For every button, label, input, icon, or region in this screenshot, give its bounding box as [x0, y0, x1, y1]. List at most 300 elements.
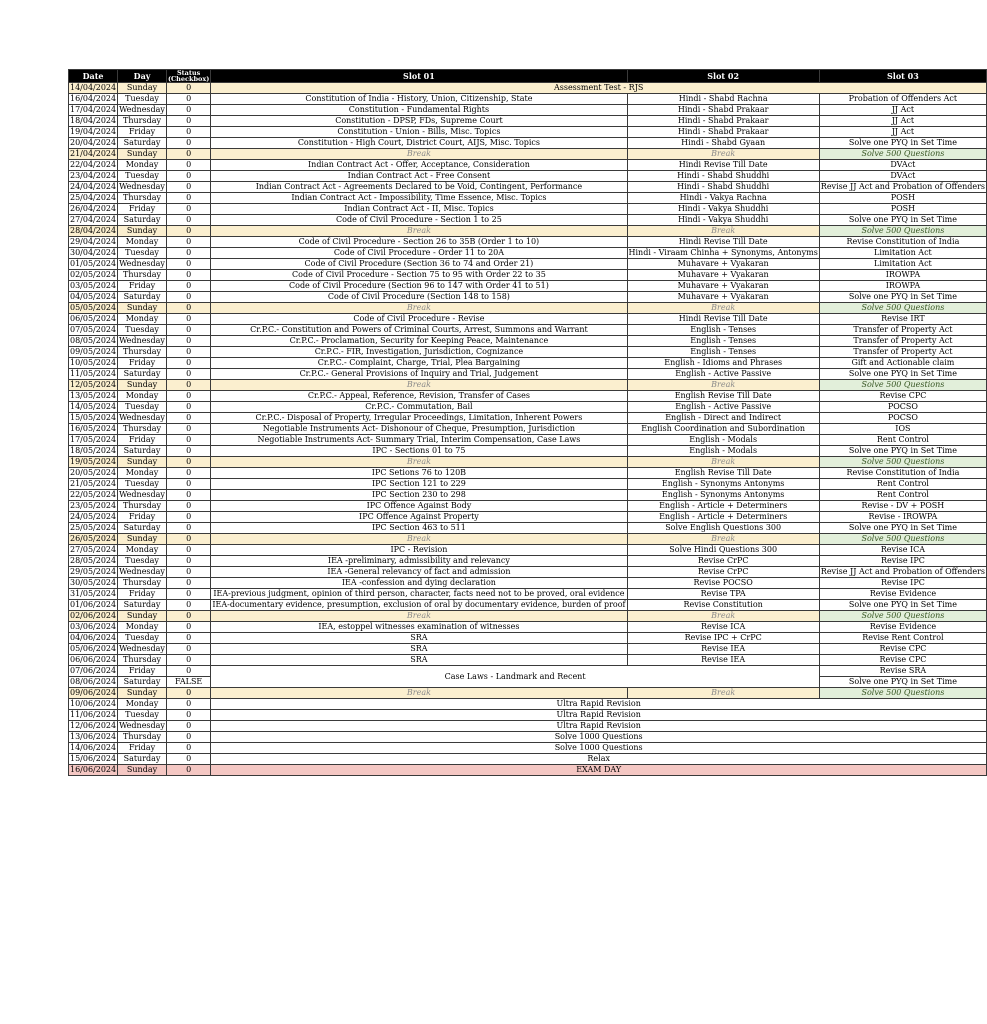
schedule-row	[69, 512, 987, 523]
slot-02-cell: Hindi - Viraam Chinha + Synonyms, Antonyms	[628, 248, 818, 257]
day-cell: Tuesday	[118, 633, 167, 644]
slot-03-cell: JJ Act	[819, 127, 986, 138]
date-cell: 16/04/2024	[70, 94, 117, 103]
slot-01-cell: Cr.P.C.- Proclamation, Security for Keeping Peace, Maintenance	[211, 336, 627, 347]
status-checkbox-cell[interactable]: 0	[166, 380, 210, 391]
day-cell: Monday	[118, 237, 167, 248]
date-cell: 08/06/2024	[70, 677, 117, 686]
status-checkbox-cell[interactable]: 0	[166, 710, 210, 721]
day-cell: Wednesday	[119, 336, 165, 345]
day-cell: Monday	[118, 545, 167, 556]
slot-03-cell: DVAct	[819, 171, 986, 182]
slot-01-cell: Code of Civil Procedure (Section 148 to 158)	[211, 292, 627, 303]
slot-01-cell: IPC Setions 76 to 120B	[211, 468, 627, 479]
status-checkbox-cell[interactable]: 0	[166, 545, 210, 556]
date-cell: 18/05/2024	[70, 446, 117, 455]
status-checkbox-cell[interactable]: 0	[166, 182, 210, 193]
status-checkbox-cell[interactable]: 0	[166, 259, 210, 270]
slot-01-cell: Code of Civil Procedure - Order 11 to 20A	[211, 248, 627, 259]
date-cell: 30/05/2024	[70, 578, 117, 587]
schedule-row	[69, 710, 987, 721]
schedule-row	[69, 336, 987, 347]
schedule-row	[69, 127, 987, 138]
slot-02-cell: Revise CrPC	[627, 567, 819, 578]
slot-02-cell: English - Synonyms Antonyms	[627, 490, 819, 501]
day-cell: Monday	[118, 468, 167, 479]
schedule-row	[69, 611, 987, 622]
schedule-row	[69, 116, 987, 127]
slot-01-cell: Code of Civil Procedure (Section 36 to 74 and Order 21)	[211, 259, 627, 270]
slot-02-cell: Hindi - Vakya Shuddhi	[627, 215, 819, 226]
slot-03-cell: Solve one PYQ in Set Time	[819, 523, 986, 534]
slot-01-cell: Negotiable Instruments Act- Summary Trial, Interim Compensation, Case Laws	[211, 435, 627, 446]
date-cell: 10/05/2024	[70, 358, 117, 367]
slot-01-cell: Negotiable Instruments Act- Dishonour of Cheque, Presumption, Jurisdiction	[211, 424, 627, 435]
schedule-row	[69, 600, 987, 611]
day-cell: Saturday	[118, 292, 167, 303]
slot-02-cell: Revise IPC + CrPC	[627, 633, 819, 644]
slot-03-cell: Solve 500 Questions	[819, 226, 986, 237]
date-cell: 11/05/2024	[70, 369, 117, 378]
date-cell: 22/04/2024	[70, 160, 117, 169]
slot-03-cell: Revise - DV + POSH	[819, 501, 986, 512]
slot-01-cell: IEA, estoppel witnesses examination of witnesses	[211, 622, 627, 633]
slot-03-cell: Revise CPC	[819, 391, 986, 402]
slot-02-cell: Revise ICA	[627, 622, 819, 633]
schedule-row	[69, 688, 987, 699]
slot-03-header: Slot 03	[819, 70, 986, 83]
status-checkbox-cell[interactable]: 0	[166, 457, 210, 468]
status-checkbox-cell[interactable]: 0	[166, 622, 210, 633]
status-checkbox-cell[interactable]: 0	[166, 699, 210, 710]
status-checkbox-cell[interactable]: 0	[166, 237, 210, 248]
status-checkbox-cell[interactable]: 0	[166, 347, 210, 358]
status-checkbox-cell[interactable]: 0	[166, 534, 210, 545]
slot-01-cell: Cr.P.C.- Commutation, Bail	[211, 402, 627, 413]
day-cell: Saturday	[118, 754, 167, 765]
slot-01-cell: Break	[211, 457, 627, 468]
slot-03-cell: POCSO	[819, 402, 986, 413]
slot-02-cell: Hindi - Shabd Shuddhi	[627, 182, 819, 193]
slot-03-cell: Revise SRA	[819, 666, 986, 677]
schedule-row	[69, 402, 987, 413]
status-checkbox-cell[interactable]: 0	[166, 325, 210, 336]
status-checkbox-cell[interactable]: 0	[166, 765, 210, 776]
slot-03-cell: Revise Constitution of India	[819, 237, 986, 248]
slot-02-cell: English Coordination and Subordination	[627, 424, 819, 435]
status-checkbox-cell[interactable]: 0	[166, 215, 210, 226]
date-cell: 28/05/2024	[70, 556, 117, 565]
date-cell: 07/05/2024	[70, 325, 117, 334]
day-cell: Saturday	[118, 677, 167, 688]
slot-01-cell: Cr.P.C.- FIR, Investigation, Jurisdiction, Cognizance	[211, 347, 627, 358]
date-cell: 01/06/2024	[70, 600, 117, 609]
slot-01-header: Slot 01	[211, 70, 627, 83]
schedule-row	[69, 545, 987, 556]
slot-02-cell: Muhavare + Vyakaran	[627, 281, 819, 292]
status-checkbox-cell[interactable]: 0	[166, 721, 210, 732]
day-cell: Tuesday	[118, 171, 167, 182]
status-checkbox-cell[interactable]: 0	[166, 413, 210, 424]
status-checkbox-cell[interactable]: 0	[166, 369, 210, 380]
slot-02-cell: English - Synonyms Antonyms	[627, 479, 819, 490]
date-cell: 14/06/2024	[70, 743, 117, 752]
slot-02-header: Slot 02	[627, 70, 819, 83]
slot-01-cell: Constitution - Union - Bills, Misc. Topics	[211, 127, 627, 138]
day-cell: Friday	[118, 127, 167, 138]
day-cell: Sunday	[118, 149, 167, 160]
status-checkbox-cell[interactable]: 0	[166, 512, 210, 523]
slot-03-cell: Solve one PYQ in Set Time	[819, 677, 986, 688]
schedule-row	[69, 666, 987, 677]
slot-02-cell: English - Modals	[627, 446, 819, 457]
day-cell: Tuesday	[118, 248, 167, 259]
date-cell: 09/06/2024	[70, 688, 117, 697]
slot-02-cell: Hindi - Shabd Prakaar	[627, 116, 819, 127]
slot-01-cell: Cr.P.C.- Constitution and Powers of Criminal Courts, Arrest, Summons and Warrant	[211, 325, 627, 336]
date-cell: 13/05/2024	[70, 391, 117, 400]
slot-01-cell: Break	[211, 688, 627, 699]
status-header: Status (Checkbox)	[167, 69, 210, 83]
slot-03-cell: Revise ICA	[819, 545, 986, 556]
status-checkbox-cell[interactable]: 0	[166, 160, 210, 171]
day-cell: Sunday	[118, 226, 167, 237]
slot-02-cell: Break	[627, 534, 819, 545]
date-cell: 03/05/2024	[70, 281, 117, 290]
status-checkbox-cell[interactable]: 0	[166, 303, 210, 314]
slot-03-cell: Solve one PYQ in Set Time	[819, 369, 986, 380]
slot-02-cell: Hindi - Shabd Prakaar	[627, 105, 819, 116]
date-cell: 18/04/2024	[70, 116, 117, 125]
slot-03-cell: Rent Control	[819, 490, 986, 501]
slot-01-cell: IPC Section 121 to 229	[211, 479, 627, 490]
slot-02-cell: Revise POCSO	[627, 578, 819, 589]
status-checkbox-cell[interactable]: 0	[166, 105, 210, 116]
schedule-row	[69, 479, 987, 490]
schedule-row	[69, 765, 987, 776]
slot-03-cell: POCSO	[819, 413, 986, 424]
slot-01-cell: Code of Civil Procedure - Revise	[211, 314, 627, 325]
day-cell: Wednesday	[119, 567, 165, 576]
date-cell: 12/05/2024	[70, 380, 117, 389]
schedule-row	[69, 204, 987, 215]
day-cell: Thursday	[118, 193, 167, 204]
day-cell: Friday	[118, 435, 167, 446]
status-checkbox-cell[interactable]: 0	[166, 149, 210, 160]
slot-03-cell: Revise Rent Control	[819, 633, 986, 644]
day-cell: Friday	[118, 743, 167, 754]
schedule-row	[69, 347, 987, 358]
status-checkbox-cell[interactable]: 0	[166, 501, 210, 512]
status-checkbox-cell[interactable]: 0	[166, 336, 210, 347]
status-checkbox-cell[interactable]: 0	[166, 644, 210, 655]
status-checkbox-cell[interactable]: 0	[166, 83, 210, 94]
slot-01-cell: Break	[211, 303, 627, 314]
day-cell: Thursday	[118, 270, 167, 281]
slot-02-cell: Revise Constitution	[627, 600, 819, 611]
status-checkbox-cell[interactable]: 0	[166, 94, 210, 105]
day-cell: Wednesday	[119, 644, 165, 653]
status-checkbox-cell[interactable]: 0	[166, 116, 210, 127]
date-cell: 26/04/2024	[70, 204, 117, 213]
slot-01-cell: Indian Contract Act - Offer, Acceptance, Consideration	[211, 160, 627, 171]
date-cell: 17/05/2024	[70, 435, 117, 444]
slot-03-cell: Revise Evidence	[819, 589, 986, 600]
date-cell: 10/06/2024	[70, 699, 117, 708]
date-cell: 01/05/2024	[70, 259, 117, 268]
status-checkbox-cell[interactable]: 0	[166, 578, 210, 589]
slot-01-cell: Code of Civil Procedure (Section 96 to 147 with Order 41 to 51)	[211, 281, 627, 292]
day-cell: Thursday	[118, 732, 167, 743]
slot-03-cell: Transfer of Property Act	[819, 336, 986, 347]
slot-03-cell: Solve one PYQ in Set Time	[819, 600, 986, 611]
date-cell: 11/06/2024	[70, 710, 117, 719]
status-checkbox-cell[interactable]: 0	[166, 248, 210, 259]
status-checkbox-cell[interactable]: 0	[166, 567, 210, 578]
date-cell: 27/04/2024	[70, 215, 117, 224]
status-checkbox-cell[interactable]: 0	[166, 171, 210, 182]
status-checkbox-cell[interactable]: 0	[166, 688, 210, 699]
date-cell: 23/05/2024	[70, 501, 117, 510]
status-checkbox-cell[interactable]: 0	[166, 600, 210, 611]
schedule-row	[69, 754, 987, 765]
schedule-row	[69, 226, 987, 237]
status-checkbox-cell[interactable]: 0	[166, 226, 210, 237]
status-checkbox-cell[interactable]: 0	[166, 314, 210, 325]
slot-03-cell: Solve one PYQ in Set Time	[819, 215, 986, 226]
date-cell: 16/05/2024	[70, 424, 117, 433]
date-cell: 29/05/2024	[70, 567, 117, 576]
schedule-row	[69, 523, 987, 534]
slot-01-cell: IEA -confession and dying declaration	[211, 578, 627, 589]
status-checkbox-cell[interactable]: 0	[166, 589, 210, 600]
status-checkbox-cell[interactable]: 0	[166, 556, 210, 567]
status-checkbox-cell[interactable]: 0	[166, 611, 210, 622]
slot-01-cell: Cr.P.C.- Complaint, Charge, Trial, Plea Bargaining	[211, 358, 627, 369]
slot-01-cell: IPC Section 463 to 511	[211, 523, 627, 534]
day-cell: Monday	[118, 160, 167, 171]
schedule-row	[69, 490, 987, 501]
slot-01-cell: Cr.P.C.- General Provisions of Inquiry and Trial, Judgement	[211, 369, 627, 380]
slot-01-cell: IPC - Revision	[211, 545, 627, 556]
day-cell: Friday	[118, 358, 167, 369]
slot-02-cell: Hindi - Shabd Rachna	[627, 94, 819, 105]
schedule-row	[69, 105, 987, 116]
date-cell: 06/06/2024	[70, 655, 117, 664]
day-cell: Saturday	[118, 369, 167, 380]
date-cell: 22/05/2024	[70, 490, 117, 499]
date-cell: 14/05/2024	[70, 402, 117, 411]
slot-03-cell: Revise CPC	[819, 644, 986, 655]
slot-02-cell: Break	[627, 226, 819, 237]
slot-01-cell: Indian Contract Act - Agreements Declared to be Void, Contingent, Performance	[211, 182, 627, 193]
schedule-row	[69, 314, 987, 325]
slot-01-cell: IEA -General relevancy of fact and admission	[211, 567, 627, 578]
slot-01-cell: Constitution - Fundamental Rights	[211, 105, 627, 116]
day-cell: Wednesday	[119, 721, 165, 730]
date-cell: 25/05/2024	[70, 523, 117, 532]
schedule-row	[69, 303, 987, 314]
status-checkbox-cell[interactable]: 0	[166, 281, 210, 292]
slot-02-cell: English - Tenses	[627, 325, 819, 336]
day-cell: Sunday	[118, 765, 167, 776]
merged-slot-cell: EXAM DAY	[211, 765, 987, 776]
slot-02-cell: English Revise Till Date	[627, 468, 819, 479]
slot-01-cell: Break	[211, 611, 627, 622]
status-checkbox-cell[interactable]: 0	[166, 292, 210, 303]
day-cell: Wednesday	[119, 490, 165, 499]
schedule-row	[69, 468, 987, 479]
date-cell: 27/05/2024	[70, 545, 117, 554]
slot-03-cell: Solve 500 Questions	[819, 611, 986, 622]
slot-03-cell: Solve one PYQ in Set Time	[819, 446, 986, 457]
slot-02-cell: Break	[627, 149, 819, 160]
schedule-row	[69, 94, 987, 105]
slot-03-cell: Revise IRT	[819, 314, 986, 325]
status-checkbox-cell[interactable]: 0	[166, 490, 210, 501]
slot-01-cell: Cr.P.C.- Disposal of Property, Irregular Proceedings, Limitation, Inherent Powers	[211, 413, 627, 424]
schedule-row	[69, 413, 987, 424]
status-checkbox-cell[interactable]: 0	[166, 633, 210, 644]
slot-03-cell: Revise IPC	[819, 578, 986, 589]
slot-03-cell: IROWPA	[819, 270, 986, 281]
date-cell: 05/05/2024	[70, 303, 117, 312]
schedule-body	[69, 83, 987, 776]
slot-03-cell: Revise CPC	[819, 655, 986, 666]
slot-02-cell: Revise IEA	[627, 655, 819, 666]
day-cell: Thursday	[118, 347, 167, 358]
schedule-row	[69, 589, 987, 600]
merged-slot-cell: Solve 1000 Questions	[211, 732, 987, 743]
slot-01-cell: IPC Offence Against Body	[211, 501, 627, 512]
day-cell: Sunday	[118, 611, 167, 622]
slot-02-cell: Break	[627, 303, 819, 314]
day-header: Day	[118, 70, 167, 83]
slot-01-cell: Code of Civil Procedure - Section 26 to 35B (Order 1 to 10)	[211, 237, 627, 248]
status-checkbox-cell[interactable]: 0	[166, 754, 210, 765]
date-cell: 02/06/2024	[70, 611, 117, 620]
status-checkbox-cell[interactable]: 0	[166, 127, 210, 138]
date-cell: 26/05/2024	[70, 534, 117, 543]
status-checkbox-cell[interactable]: 0	[166, 666, 210, 677]
slot-01-cell: IPC Section 230 to 298	[211, 490, 627, 501]
slot-01-cell: Break	[211, 534, 627, 545]
status-checkbox-cell[interactable]: 0	[166, 424, 210, 435]
day-cell: Friday	[118, 589, 167, 600]
schedule-row	[69, 380, 987, 391]
day-cell: Thursday	[118, 578, 167, 589]
slot-03-cell: Solve 500 Questions	[819, 457, 986, 468]
status-checkbox-cell[interactable]: 0	[166, 391, 210, 402]
schedule-row	[69, 534, 987, 545]
status-checkbox-cell[interactable]: 0	[166, 402, 210, 413]
slot-01-cell: Cr.P.C.- Appeal, Reference, Revision, Transfer of Cases	[211, 391, 627, 402]
merged-slot-cell: Relax	[211, 754, 987, 765]
slot-03-cell: DVAct	[819, 160, 986, 171]
case-laws-cell: Case Laws - Landmark and Recent	[211, 666, 819, 688]
slot-02-cell: Break	[627, 457, 819, 468]
slot-01-cell: Break	[211, 380, 627, 391]
schedule-row	[69, 237, 987, 248]
day-cell: Thursday	[118, 424, 167, 435]
day-cell: Saturday	[118, 446, 167, 457]
status-checkbox-cell[interactable]: 0	[166, 523, 210, 534]
schedule-row	[69, 292, 987, 303]
status-checkbox-cell[interactable]: FALSE	[166, 677, 210, 688]
schedule-row	[69, 259, 987, 270]
slot-02-cell: Muhavare + Vyakaran	[627, 292, 819, 303]
day-cell: Saturday	[118, 215, 167, 226]
day-cell: Friday	[118, 281, 167, 292]
schedule-row	[69, 160, 987, 171]
status-checkbox-cell[interactable]: 0	[166, 468, 210, 479]
slot-02-cell: Break	[627, 688, 819, 699]
slot-03-cell: Revise JJ Act and Probation of Offenders	[820, 567, 986, 576]
schedule-row	[69, 567, 987, 578]
schedule-row	[69, 281, 987, 292]
date-cell: 15/05/2024	[70, 413, 117, 422]
slot-02-cell: Hindi Revise Till Date	[627, 314, 819, 325]
status-checkbox-cell[interactable]: 0	[166, 138, 210, 149]
day-cell: Wednesday	[119, 413, 165, 422]
status-checkbox-cell[interactable]: 0	[166, 270, 210, 281]
day-cell: Thursday	[118, 655, 167, 666]
slot-03-cell: Solve one PYQ in Set Time	[819, 292, 986, 303]
schedule-row	[69, 424, 987, 435]
date-cell: 19/04/2024	[70, 127, 117, 136]
date-cell: 29/04/2024	[70, 237, 117, 246]
status-checkbox-cell[interactable]: 0	[166, 446, 210, 457]
day-cell: Sunday	[118, 534, 167, 545]
slot-02-cell: English - Direct and Indirect	[627, 413, 819, 424]
slot-03-cell: Solve 500 Questions	[819, 534, 986, 545]
schedule-row	[69, 435, 987, 446]
schedule-row	[69, 556, 987, 567]
slot-03-cell: JJ Act	[819, 116, 986, 127]
status-checkbox-cell[interactable]: 0	[166, 435, 210, 446]
schedule-row	[69, 644, 987, 655]
slot-02-cell: Solve English Questions 300	[627, 523, 819, 534]
status-checkbox-cell[interactable]: 0	[166, 655, 210, 666]
date-cell: 07/06/2024	[70, 666, 117, 675]
day-cell: Sunday	[118, 380, 167, 391]
date-cell: 04/06/2024	[70, 633, 117, 642]
status-checkbox-cell[interactable]: 0	[166, 193, 210, 204]
status-checkbox-cell[interactable]: 0	[166, 204, 210, 215]
status-checkbox-cell[interactable]: 0	[166, 732, 210, 743]
schedule-row	[69, 743, 987, 754]
schedule-row	[69, 270, 987, 281]
schedule-row	[69, 501, 987, 512]
status-checkbox-cell[interactable]: 0	[166, 479, 210, 490]
date-cell: 15/06/2024	[70, 754, 117, 763]
slot-03-cell: Transfer of Property Act	[819, 325, 986, 336]
status-checkbox-cell[interactable]: 0	[166, 743, 210, 754]
slot-01-cell: Break	[211, 149, 627, 160]
date-cell: 03/06/2024	[70, 622, 117, 631]
day-cell: Tuesday	[118, 94, 167, 105]
day-cell: Sunday	[118, 303, 167, 314]
slot-02-cell: Hindi - Shabd Gyaan	[627, 138, 819, 149]
slot-02-cell: Break	[627, 380, 819, 391]
schedule-row	[69, 369, 987, 380]
status-checkbox-cell[interactable]: 0	[166, 358, 210, 369]
date-cell: 23/04/2024	[70, 171, 117, 180]
slot-02-cell: English - Article + Determiners	[627, 512, 819, 523]
slot-01-cell: Indian Contract Act - Impossibility, Time Essence, Misc. Topics	[211, 193, 627, 204]
date-cell: 21/04/2024	[70, 149, 117, 158]
slot-02-cell: English - Active Passive	[627, 369, 819, 380]
